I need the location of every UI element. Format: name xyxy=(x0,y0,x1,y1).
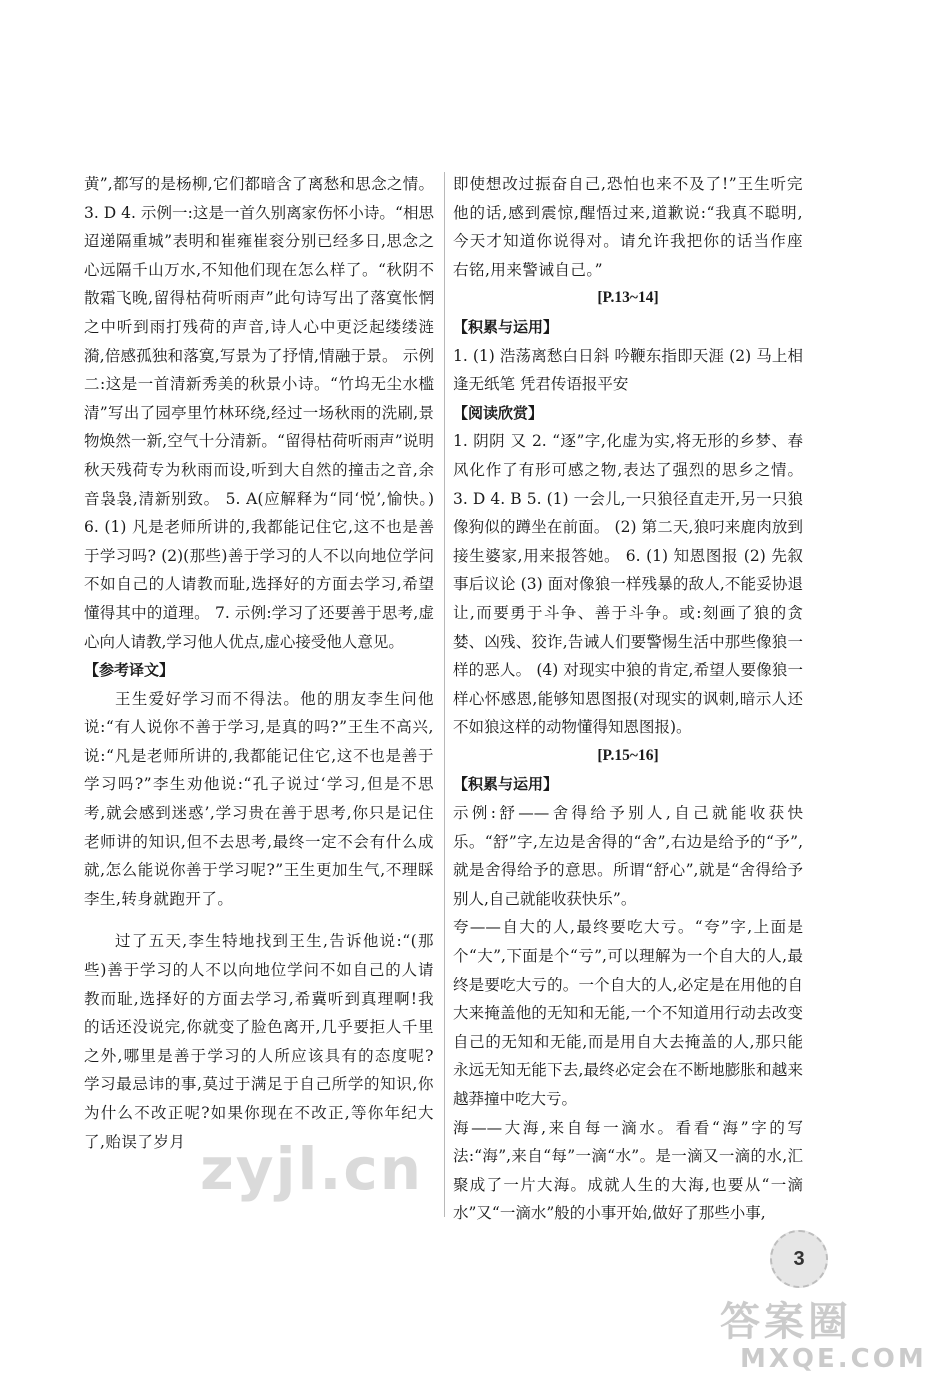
watermark-text: 答案圈 xyxy=(720,1299,852,1345)
example-paragraph: 海——大海,来自每一滴水。看看“海”字的写法:“海”,来自“每”一滴“水”。是一滴又一滴的水,汇聚成了一片大海。成就人生的大海,也要从“一滴水”又“一滴水”般的小事开始,做好了那些小事, xyxy=(453,1118,803,1223)
right-column xyxy=(453,170,803,1228)
column-divider xyxy=(444,172,445,1217)
example-paragraph: 示例:舒——舍得给予别人,自己就能收获快乐。“舒”字,左边是舍得的“舍”,右边是给予的“予”,就是舍得给予的意思。所谓“舒心”,就是“舍得给予别人,自己就能收获快乐”。 xyxy=(453,804,803,908)
page-number-badge xyxy=(770,1230,828,1288)
section-heading-reading: 【阅读欣赏】 xyxy=(453,403,544,422)
page-number: 3 xyxy=(793,1247,805,1270)
translation-paragraph: 过了五天,李生特地找到王生,告诉他说:“(那些)善于学习的人不以向地位学问不如自己的人请教而耻,选择好的方面去学习,希冀听到真理啊!我的话还没说完,你就变了脸色离开,几乎要拒人千里之外,哪里是善于学习的人所应该具有的态度呢?学习最忌讳的事,莫过于满足于自己所学的知识,你为什么不改正呢?如果你现在不改正,等你年纪大了,贻误了岁月 xyxy=(84,932,434,1151)
answer-text: 1. (1) 浩荡离愁白日斜 吟鞭东指即天涯 (2) 马上相逢无纸笔 凭君传语报平安 xyxy=(453,346,803,394)
page-range-heading: [P.13~14] xyxy=(597,289,659,307)
watermark-text: MXQE.COM xyxy=(740,1344,927,1374)
translation-continued: 即使想改过振奋自己,恐怕也来不及了!”王生听完他的话,感到震惊,醒悟过来,道歉说:“我真不聪明,今天才知道你说得对。请允许我把你的话当作座右铭,用来警诫自己。” xyxy=(453,175,803,279)
section-heading-accumulation: 【积累与运用】 xyxy=(453,317,559,336)
page-range-heading: [P.15~16] xyxy=(597,746,659,764)
section-heading-reference-translation: 【参考译文】 xyxy=(84,661,175,680)
example-paragraph: 夸——自大的人,最终要吃大亏。“夸”字,上面是个“大”,下面是个“亏”,可以理解为一个自大的人,最终是要吃大亏的。一个自大的人,必定是在用他的自大来掩盖他的无知和无能,一个不知道用行动去改变自己的无知和无能,而是用自大去掩盖的人,那只能永远无知无能下去,最终必定会在不断地膨胀和越来越莽撞中吃大亏。 xyxy=(453,918,803,1108)
left-column xyxy=(84,170,434,1156)
answer-text: 1. 阴阴 又 2. “逐”字,化虚为实,将无形的乡梦、春风化作了有形可感之物,表达了强烈的思乡之情。 3. D 4. B 5. (1) 一会儿,一只狼径直走开,另一只狼像狗似的蹲坐在前面。 (2) 第二天,狼叼来鹿肉放到接生婆家,用来报答她。 6. (1) 知恩图报 (2) 先叙事后议论 (3) 面对像狼一样残暴的敌人,不能妥协退让,而要勇于斗争、善于斗争。或:刻画了狼的贪婪、凶残、狡诈,告诫人们要警惕生活中那些像狼一样的恶人。 (4) 对现实中狼的肯定,希望人要像狼一样心怀感恩,能够知恩图报(对现实的讽刺,暗示人还不如狼这样的动物懂得知恩图报)。 xyxy=(453,432,803,737)
watermark: zyjl.cn xyxy=(200,1135,424,1203)
answer-text: 黄”,都写的是杨柳,它们都暗含了离愁和思念之情。 3. D 4. 示例一:这是一首久别离家伤怀小诗。“相思迢递隔重城”表明和崔雍崔衮分别已经多日,思念之心远隔千山万水,不知他们现在怎么样了。“秋阴不散霜飞晚,留得枯荷听雨声”此句诗写出了落寞怅惘之中听到雨打残荷的声音,诗人心中更泛起缕缕涟漪,倍感孤独和落寞,写景为了抒情,情融于景。 示例二:这是一首清新秀美的秋景小诗。“竹坞无尘水槛清”写出了园亭里竹林环绕,经过一场秋雨的洗刷,景物焕然一新,空气十分清新。“留得枯荷听雨声”说明秋天残荷专为秋雨而设,听到大自然的撞击之音,余音袅袅,清新别致。 5. A(应解释为“同‘悦’,愉快。) 6. (1) 凡是老师所讲的,我都能记住它,这不也是善于学习吗? (2)(那些)善于学习的人不以向地位学问不如自己的人请教而耻,选择好的方面去学习,希望懂得其中的道理。 7. 示例:学习了还要善于思考,虚心向人请教,学习他人优点,虚心接受他人意见。 xyxy=(84,175,434,651)
section-heading-accumulation: 【积累与运用】 xyxy=(453,775,559,794)
translation-paragraph: 王生爱好学习而不得法。他的朋友李生问他说:“有人说你不善于学习,是真的吗?”王生不高兴,说:“凡是老师所讲的,我都能记住它,这不也是善于学习吗?”李生劝他说:“孔子说过‘学习,但是不思考,就会感到迷惑’,学习贵在善于思考,你只是记住老师讲的知识,但不去思考,最终一定不会有什么成就,怎么能说你善于学习呢?”王生更加生气,不理睬李生,转身就跑开了。 xyxy=(84,689,434,908)
corner-watermark-logo xyxy=(720,1290,927,1385)
